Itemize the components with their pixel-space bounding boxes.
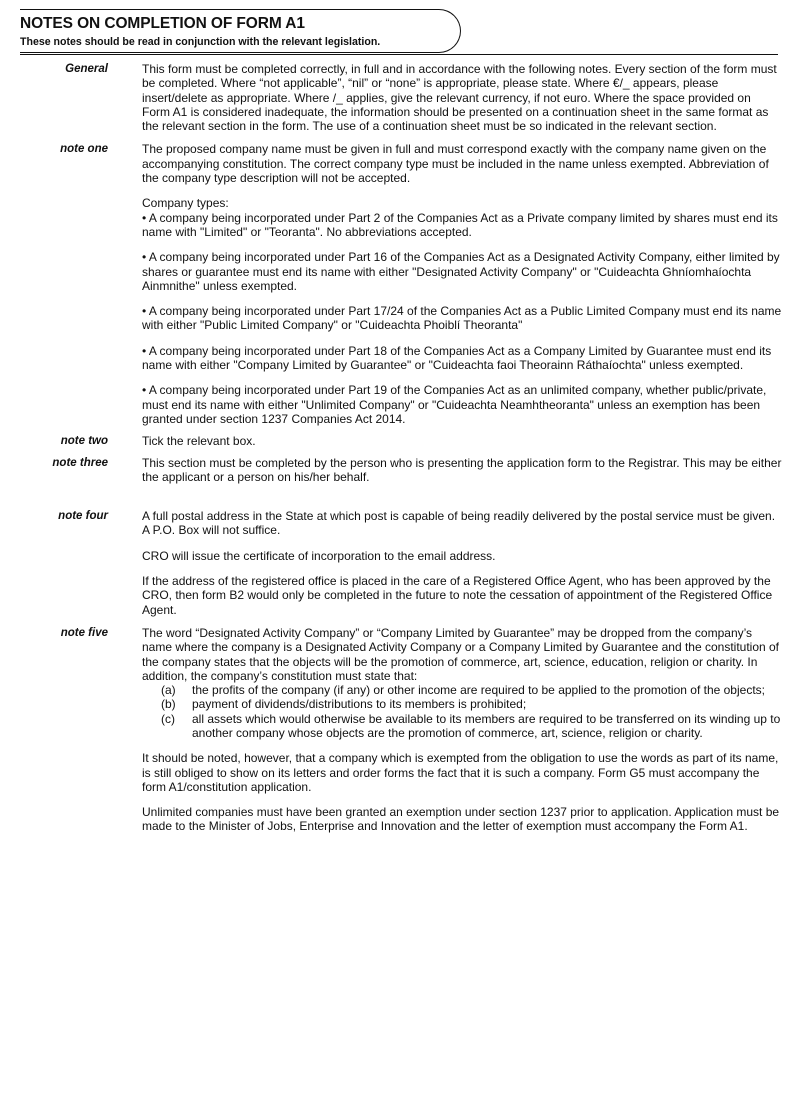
section-note-four	[0, 509, 800, 617]
list-item	[161, 697, 782, 711]
company-type-item: • A company being incorporated under Part 2 of the Companies Act as a Private company limited by shares must end its name with "Limited" or "Teoranta". No abbreviations accepted.	[142, 210, 778, 239]
paragraph: Company types:	[142, 196, 229, 211]
section-note-five	[0, 626, 800, 834]
section-label: note two	[60, 435, 108, 448]
list-marker: (c)	[161, 711, 175, 726]
page-title: NOTES ON COMPLETION OF FORM A1	[20, 15, 305, 32]
list-item-text: all assets which would otherwise be available to its members are required to be transferred on its winding up to another company whose objects are the promotion of commerce, art, science, religion or charity.	[192, 711, 781, 740]
paragraph: A full postal address in the State at which post is capable of being readily delivered by the postal service must be given. A P.O. Box will not suffice.	[142, 509, 776, 538]
section-body	[142, 626, 782, 834]
list-item	[161, 712, 782, 741]
section-label: note four	[58, 510, 108, 523]
section-label: General	[65, 63, 108, 75]
paragraph: It should be noted, however, that a company which is exempted from the obligation to use the words as part of its name, is still obliged to show on its letters and order forms the fact that it is such a company. Form G5 must accompany the form A1/constitution application.	[142, 751, 779, 794]
page-subtitle: These notes should be read in conjunction with the relevant legislation.	[20, 36, 381, 48]
paragraph: This form must be completed correctly, in full and in accordance with the following notes. Every section of the form must be completed. Where “not applicable”, “nil” or “none” is appropriate, please state. Where €/_ appears, please insert/delete as appropriate. Where /_ applies, give the relevant currency, if not euro. Where the space provided on Form A1 is considered inadequate, the information should be presented on a continuation sheet in the same format as the relevant section in the form. The use of a continuation sheet must be so indicated in the relevant section.	[142, 62, 777, 134]
paragraph: The word “Designated Activity Company” or “Company Limited by Guarantee” may be dropped from the company’s name where the company is a Designated Activity Company or a Company Limited by Guarantee and the constitution of the company states that the objects will be the promotion of commerce, art, science, education, religion or charity. In addition, the company’s constitution must state that:	[142, 625, 780, 683]
header-divider	[20, 54, 778, 55]
section-note-three	[0, 456, 800, 485]
section-label: note three	[52, 456, 108, 469]
list-item	[161, 683, 782, 697]
section-note-one	[0, 142, 800, 426]
list-item-text: payment of dividends/distributions to its members is prohibited;	[192, 697, 527, 712]
list-item-text: the profits of the company (if any) or other income are required to be applied to the promotion of the objects;	[192, 683, 765, 698]
paragraph: The proposed company name must be given in full and must correspond exactly with the company name given on the accompanying constitution. The correct company type must be included in the name unless exempted. Abbreviation of the company type description will not be accepted.	[142, 142, 769, 186]
company-type-item: • A company being incorporated under Part 19 of the Companies Act as an unlimited company, whether public/private, must end its name with either "Unlimited Company" or "Cuideachta Neamhtheoranta" unless an exemption has been granted under section 1237 Companies Act 2014.	[142, 383, 767, 426]
section-body	[142, 142, 782, 426]
paragraph: Unlimited companies must have been granted an exemption under section 1237 prior to application. Application must be made to the Minister of Jobs, Enterprise and Innovation and the letter of exemption must accompany the Form A1.	[142, 805, 780, 834]
notes-content	[0, 62, 800, 834]
paragraph: CRO will issue the certificate of incorporation to the email address.	[142, 548, 496, 563]
section-body	[142, 456, 782, 485]
section-general	[0, 62, 800, 133]
list-marker: (a)	[161, 683, 176, 698]
section-body	[142, 62, 782, 133]
company-type-item: • A company being incorporated under Part 16 of the Companies Act as a Designated Activity Company, either limited by shares or guarantee must end its name with either "Designated Activity Company" or "Cuideachta Ghníomhaíochta Ainmnithe" unless exempted.	[142, 250, 780, 293]
list-marker: (b)	[161, 697, 176, 712]
section-label: note one	[60, 143, 108, 156]
company-type-item: • A company being incorporated under Part 17/24 of the Companies Act as a Public Limited Company must end its name with either "Public Limited Company" or "Cuideachta Phoiblí Theoranta"	[142, 304, 782, 333]
section-note-two	[0, 434, 800, 448]
paragraph: Tick the relevant box.	[142, 434, 256, 449]
section-body	[142, 434, 782, 448]
paragraph: If the address of the registered office is placed in the care of a Registered Office Agent, who has been approved by the CRO, then form B2 would only be completed in the future to note the cessation of appointment of the Registered Office Agent.	[142, 574, 773, 617]
requirements-list	[161, 683, 782, 740]
company-type-item: • A company being incorporated under Part 18 of the Companies Act as a Company Limited by Guarantee must end its name with either "Company Limited by Guarantee" or "Cuideachta faoi Theorainn Ráthaíochta" unless exempted.	[142, 343, 772, 373]
section-body	[142, 509, 782, 617]
section-label: note five	[60, 626, 108, 639]
paragraph: This section must be completed by the person who is presenting the application form to the Registrar. This may be either the applicant or a person on his/her behalf.	[142, 455, 782, 484]
